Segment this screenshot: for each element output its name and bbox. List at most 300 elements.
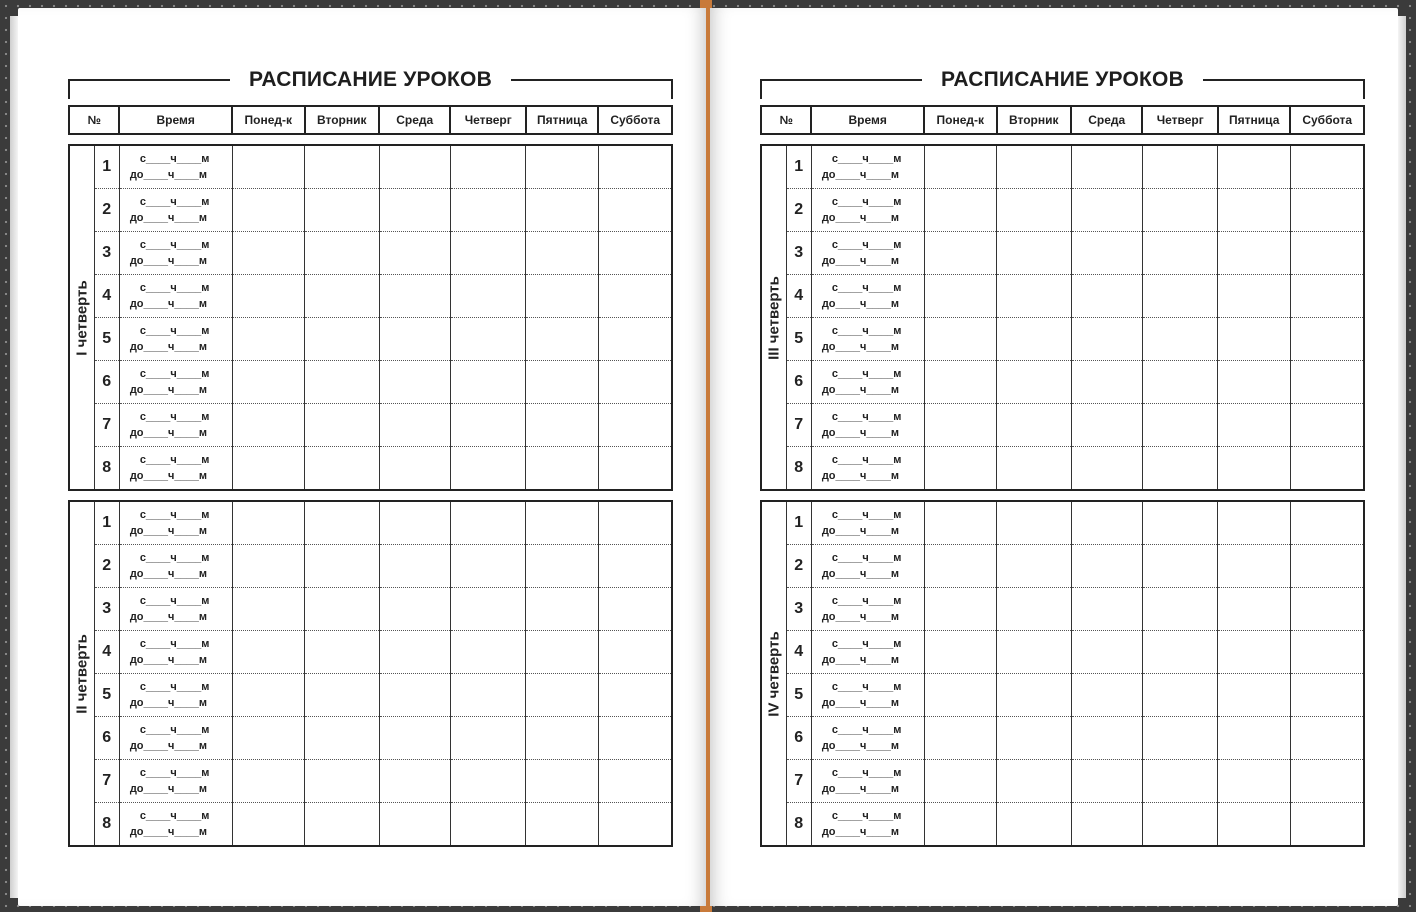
time-to: до____ч____м bbox=[129, 525, 207, 537]
day-cell[interactable] bbox=[450, 760, 526, 803]
day-cell[interactable] bbox=[1218, 717, 1290, 760]
quarter-label: II четверть bbox=[73, 633, 91, 714]
day-cell[interactable] bbox=[526, 275, 598, 318]
day-cell[interactable] bbox=[1290, 803, 1364, 847]
lesson-number: 8 bbox=[786, 447, 811, 491]
day-cell[interactable] bbox=[1142, 275, 1218, 318]
day-cell[interactable] bbox=[305, 361, 379, 404]
lesson-number: 7 bbox=[786, 760, 811, 803]
day-cell[interactable] bbox=[1218, 447, 1290, 491]
time-to: до____ч____м bbox=[129, 384, 207, 396]
day-cell[interactable] bbox=[1290, 404, 1364, 447]
day-cell[interactable] bbox=[232, 545, 304, 588]
day-cell[interactable] bbox=[1290, 760, 1364, 803]
lesson-time-cell[interactable] bbox=[811, 588, 924, 631]
lesson-row bbox=[761, 717, 1364, 760]
day-cell[interactable] bbox=[450, 717, 526, 760]
lesson-time-cell[interactable] bbox=[119, 803, 232, 847]
time-from: с____ч____м bbox=[139, 810, 210, 822]
quarter-grid bbox=[760, 144, 1365, 491]
day-cell[interactable] bbox=[997, 404, 1071, 447]
day-cell[interactable] bbox=[598, 318, 672, 361]
time-to: до____ч____м bbox=[129, 740, 207, 752]
day-cell[interactable] bbox=[450, 232, 526, 275]
day-cell[interactable] bbox=[598, 588, 672, 631]
day-cell[interactable] bbox=[379, 588, 450, 631]
day-cell[interactable] bbox=[924, 631, 996, 674]
day-cell[interactable] bbox=[1290, 717, 1364, 760]
day-cell[interactable] bbox=[598, 717, 672, 760]
day-cell[interactable] bbox=[450, 404, 526, 447]
time-to: до____ч____м bbox=[821, 740, 899, 752]
lesson-row bbox=[69, 588, 672, 631]
day-cell[interactable] bbox=[924, 447, 996, 491]
day-cell[interactable] bbox=[526, 588, 598, 631]
day-cell[interactable] bbox=[1218, 275, 1290, 318]
day-cell[interactable] bbox=[305, 674, 379, 717]
day-cell[interactable] bbox=[1142, 760, 1218, 803]
day-cell[interactable] bbox=[379, 803, 450, 847]
time-to: до____ч____м bbox=[821, 212, 899, 224]
day-cell[interactable] bbox=[1071, 318, 1142, 361]
day-cell[interactable] bbox=[450, 189, 526, 232]
day-cell[interactable] bbox=[450, 275, 526, 318]
header-day: Суббота bbox=[1290, 106, 1364, 134]
day-cell[interactable] bbox=[1071, 361, 1142, 404]
day-cell[interactable] bbox=[232, 318, 304, 361]
day-cell[interactable] bbox=[1071, 760, 1142, 803]
lesson-row bbox=[761, 275, 1364, 318]
day-cell[interactable] bbox=[1142, 404, 1218, 447]
day-cell[interactable] bbox=[232, 760, 304, 803]
day-cell[interactable] bbox=[598, 501, 672, 545]
day-cell[interactable] bbox=[1142, 674, 1218, 717]
lesson-time-cell[interactable] bbox=[811, 232, 924, 275]
header-number: № bbox=[761, 106, 811, 134]
day-cell[interactable] bbox=[526, 803, 598, 847]
day-cell[interactable] bbox=[305, 447, 379, 491]
day-cell[interactable] bbox=[997, 501, 1071, 545]
lesson-number: 2 bbox=[786, 545, 811, 588]
lesson-time-cell[interactable] bbox=[119, 189, 232, 232]
day-cell[interactable] bbox=[598, 189, 672, 232]
day-cell[interactable] bbox=[1142, 361, 1218, 404]
day-cell[interactable] bbox=[379, 275, 450, 318]
time-from: с____ч____м bbox=[831, 681, 902, 693]
time-to: до____ч____м bbox=[821, 654, 899, 666]
day-cell[interactable] bbox=[1218, 631, 1290, 674]
day-cell[interactable] bbox=[305, 501, 379, 545]
time-to: до____ч____м bbox=[821, 783, 899, 795]
day-cell[interactable] bbox=[379, 145, 450, 189]
day-cell[interactable] bbox=[450, 545, 526, 588]
day-cell[interactable] bbox=[379, 361, 450, 404]
header-number: № bbox=[69, 106, 119, 134]
day-cell[interactable] bbox=[1290, 275, 1364, 318]
day-cell[interactable] bbox=[526, 145, 598, 189]
day-cell[interactable] bbox=[924, 404, 996, 447]
schedule-header bbox=[760, 105, 1365, 135]
lesson-row bbox=[761, 631, 1364, 674]
day-cell[interactable] bbox=[232, 803, 304, 847]
day-cell[interactable] bbox=[598, 232, 672, 275]
time-to: до____ч____м bbox=[821, 697, 899, 709]
day-cell[interactable] bbox=[305, 275, 379, 318]
header-day: Вторник bbox=[997, 106, 1071, 134]
lesson-time-cell[interactable] bbox=[119, 232, 232, 275]
day-cell[interactable] bbox=[526, 318, 598, 361]
day-cell[interactable] bbox=[379, 404, 450, 447]
day-cell[interactable] bbox=[997, 189, 1071, 232]
day-cell[interactable] bbox=[526, 545, 598, 588]
day-cell[interactable] bbox=[450, 674, 526, 717]
lesson-row bbox=[69, 674, 672, 717]
lesson-row bbox=[69, 318, 672, 361]
lesson-time-cell[interactable] bbox=[119, 674, 232, 717]
day-cell[interactable] bbox=[1218, 674, 1290, 717]
day-cell[interactable] bbox=[997, 717, 1071, 760]
day-cell[interactable] bbox=[379, 717, 450, 760]
day-cell[interactable] bbox=[1142, 501, 1218, 545]
day-cell[interactable] bbox=[1071, 189, 1142, 232]
lesson-row bbox=[69, 545, 672, 588]
day-cell[interactable] bbox=[997, 447, 1071, 491]
day-cell[interactable] bbox=[1071, 501, 1142, 545]
day-cell[interactable] bbox=[526, 760, 598, 803]
lesson-row bbox=[761, 674, 1364, 717]
schedule-title-row bbox=[760, 68, 1365, 92]
day-cell[interactable] bbox=[997, 275, 1071, 318]
lesson-time-cell[interactable] bbox=[811, 803, 924, 847]
day-cell[interactable] bbox=[1290, 447, 1364, 491]
day-cell[interactable] bbox=[450, 145, 526, 189]
day-cell[interactable] bbox=[1290, 361, 1364, 404]
time-from: с____ч____м bbox=[139, 454, 210, 466]
day-cell[interactable] bbox=[232, 145, 304, 189]
day-cell[interactable] bbox=[1290, 501, 1364, 545]
day-cell[interactable] bbox=[450, 588, 526, 631]
day-cell[interactable] bbox=[598, 275, 672, 318]
day-cell[interactable] bbox=[305, 760, 379, 803]
time-from: с____ч____м bbox=[139, 368, 210, 380]
day-cell[interactable] bbox=[379, 501, 450, 545]
time-from: с____ч____м bbox=[831, 454, 902, 466]
day-cell[interactable] bbox=[526, 501, 598, 545]
day-cell[interactable] bbox=[232, 361, 304, 404]
day-cell[interactable] bbox=[997, 232, 1071, 275]
day-cell[interactable] bbox=[598, 760, 672, 803]
time-to: до____ч____м bbox=[129, 341, 207, 353]
day-cell[interactable] bbox=[305, 404, 379, 447]
lesson-time-cell[interactable] bbox=[811, 275, 924, 318]
day-cell[interactable] bbox=[1142, 803, 1218, 847]
lesson-time-cell[interactable] bbox=[119, 588, 232, 631]
day-cell[interactable] bbox=[526, 189, 598, 232]
day-cell[interactable] bbox=[997, 631, 1071, 674]
day-cell[interactable] bbox=[232, 501, 304, 545]
day-cell[interactable] bbox=[1218, 545, 1290, 588]
day-cell[interactable] bbox=[450, 318, 526, 361]
day-cell[interactable] bbox=[1218, 189, 1290, 232]
day-cell[interactable] bbox=[1218, 145, 1290, 189]
day-cell[interactable] bbox=[924, 760, 996, 803]
day-cell[interactable] bbox=[232, 631, 304, 674]
header-day: Вторник bbox=[305, 106, 379, 134]
lesson-time-cell[interactable] bbox=[811, 501, 924, 545]
lesson-number: 4 bbox=[786, 275, 811, 318]
day-cell[interactable] bbox=[1218, 760, 1290, 803]
day-cell[interactable] bbox=[305, 318, 379, 361]
time-to: до____ч____м bbox=[129, 169, 207, 181]
day-cell[interactable] bbox=[1142, 145, 1218, 189]
day-cell[interactable] bbox=[1071, 803, 1142, 847]
day-cell[interactable] bbox=[598, 545, 672, 588]
lesson-row bbox=[69, 760, 672, 803]
day-cell[interactable] bbox=[598, 803, 672, 847]
day-cell[interactable] bbox=[997, 361, 1071, 404]
day-cell[interactable] bbox=[232, 447, 304, 491]
day-cell[interactable] bbox=[924, 318, 996, 361]
day-cell[interactable] bbox=[232, 189, 304, 232]
lesson-time-cell[interactable] bbox=[119, 404, 232, 447]
day-cell[interactable] bbox=[924, 189, 996, 232]
day-cell[interactable] bbox=[924, 275, 996, 318]
day-cell[interactable] bbox=[924, 588, 996, 631]
day-cell[interactable] bbox=[1290, 189, 1364, 232]
day-cell[interactable] bbox=[305, 545, 379, 588]
day-cell[interactable] bbox=[1290, 588, 1364, 631]
day-cell[interactable] bbox=[1071, 717, 1142, 760]
lesson-number: 7 bbox=[94, 404, 119, 447]
day-cell[interactable] bbox=[1071, 631, 1142, 674]
lesson-number: 6 bbox=[94, 717, 119, 760]
day-cell[interactable] bbox=[379, 189, 450, 232]
day-cell[interactable] bbox=[379, 631, 450, 674]
day-cell[interactable] bbox=[924, 145, 996, 189]
day-cell[interactable] bbox=[1290, 318, 1364, 361]
day-cell[interactable] bbox=[924, 361, 996, 404]
day-cell[interactable] bbox=[1071, 588, 1142, 631]
lesson-time-cell[interactable] bbox=[811, 760, 924, 803]
day-cell[interactable] bbox=[598, 447, 672, 491]
day-cell[interactable] bbox=[924, 545, 996, 588]
day-cell[interactable] bbox=[997, 318, 1071, 361]
day-cell[interactable] bbox=[1142, 447, 1218, 491]
time-from: с____ч____м bbox=[139, 509, 210, 521]
lesson-time-cell[interactable] bbox=[811, 145, 924, 189]
title-frame-right bbox=[1363, 79, 1365, 99]
day-cell[interactable] bbox=[997, 588, 1071, 631]
lesson-time-cell[interactable] bbox=[119, 501, 232, 545]
day-cell[interactable] bbox=[232, 275, 304, 318]
day-cell[interactable] bbox=[232, 232, 304, 275]
lesson-time-cell[interactable] bbox=[811, 447, 924, 491]
day-cell[interactable] bbox=[1290, 631, 1364, 674]
lesson-time-cell[interactable] bbox=[811, 674, 924, 717]
day-cell[interactable] bbox=[379, 318, 450, 361]
lesson-time-cell[interactable] bbox=[119, 631, 232, 674]
day-cell[interactable] bbox=[924, 674, 996, 717]
time-from: с____ч____м bbox=[831, 638, 902, 650]
quarter-grid bbox=[760, 500, 1365, 847]
day-cell[interactable] bbox=[1290, 545, 1364, 588]
time-from: с____ч____м bbox=[139, 153, 210, 165]
day-cell[interactable] bbox=[305, 717, 379, 760]
time-from: с____ч____м bbox=[831, 595, 902, 607]
lesson-time-cell[interactable] bbox=[119, 145, 232, 189]
lesson-row bbox=[761, 145, 1364, 189]
day-cell[interactable] bbox=[526, 404, 598, 447]
day-cell[interactable] bbox=[924, 232, 996, 275]
time-to: до____ч____м bbox=[821, 470, 899, 482]
day-cell[interactable] bbox=[1071, 447, 1142, 491]
header-time: Время bbox=[119, 106, 232, 134]
lesson-time-cell[interactable] bbox=[119, 318, 232, 361]
day-cell[interactable] bbox=[1142, 588, 1218, 631]
time-to: до____ч____м bbox=[129, 212, 207, 224]
day-cell[interactable] bbox=[1142, 232, 1218, 275]
day-cell[interactable] bbox=[450, 803, 526, 847]
day-cell[interactable] bbox=[232, 588, 304, 631]
lesson-time-cell[interactable] bbox=[119, 545, 232, 588]
day-cell[interactable] bbox=[526, 674, 598, 717]
day-cell[interactable] bbox=[232, 674, 304, 717]
lesson-time-cell[interactable] bbox=[811, 404, 924, 447]
lesson-number: 5 bbox=[94, 674, 119, 717]
lesson-time-cell[interactable] bbox=[119, 447, 232, 491]
day-cell[interactable] bbox=[1218, 318, 1290, 361]
quarter-grid bbox=[68, 144, 673, 491]
day-cell[interactable] bbox=[598, 145, 672, 189]
day-cell[interactable] bbox=[379, 232, 450, 275]
day-cell[interactable] bbox=[1218, 588, 1290, 631]
lesson-number: 6 bbox=[786, 717, 811, 760]
header-day: Пятница bbox=[1218, 106, 1290, 134]
day-cell[interactable] bbox=[232, 717, 304, 760]
lesson-time-cell[interactable] bbox=[811, 631, 924, 674]
lesson-time-cell[interactable] bbox=[811, 189, 924, 232]
day-cell[interactable] bbox=[305, 631, 379, 674]
day-cell[interactable] bbox=[450, 447, 526, 491]
lesson-time-cell[interactable] bbox=[811, 361, 924, 404]
day-cell[interactable] bbox=[1071, 275, 1142, 318]
lesson-row bbox=[69, 631, 672, 674]
day-cell[interactable] bbox=[305, 803, 379, 847]
day-cell[interactable] bbox=[1142, 717, 1218, 760]
time-to: до____ч____м bbox=[821, 169, 899, 181]
title-rule-left bbox=[68, 79, 230, 81]
day-cell[interactable] bbox=[1142, 631, 1218, 674]
day-cell[interactable] bbox=[997, 545, 1071, 588]
day-cell[interactable] bbox=[1142, 545, 1218, 588]
time-from: с____ч____м bbox=[139, 638, 210, 650]
lesson-row bbox=[69, 447, 672, 491]
lesson-time-cell[interactable] bbox=[119, 275, 232, 318]
day-cell[interactable] bbox=[450, 501, 526, 545]
day-cell[interactable] bbox=[1071, 232, 1142, 275]
header-time: Время bbox=[811, 106, 924, 134]
day-cell[interactable] bbox=[1218, 232, 1290, 275]
quarter-label-cell bbox=[69, 145, 94, 490]
day-cell[interactable] bbox=[232, 404, 304, 447]
day-cell[interactable] bbox=[1071, 545, 1142, 588]
day-cell[interactable] bbox=[997, 803, 1071, 847]
time-from: с____ч____м bbox=[831, 368, 902, 380]
day-cell[interactable] bbox=[1290, 674, 1364, 717]
lesson-time-cell[interactable] bbox=[811, 717, 924, 760]
day-cell[interactable] bbox=[305, 588, 379, 631]
time-from: с____ч____м bbox=[139, 595, 210, 607]
day-cell[interactable] bbox=[305, 189, 379, 232]
lesson-row bbox=[761, 501, 1364, 545]
lesson-time-cell[interactable] bbox=[119, 717, 232, 760]
day-cell[interactable] bbox=[526, 447, 598, 491]
day-cell[interactable] bbox=[379, 447, 450, 491]
day-cell[interactable] bbox=[379, 674, 450, 717]
day-cell[interactable] bbox=[379, 760, 450, 803]
time-to: до____ч____м bbox=[129, 611, 207, 623]
day-cell[interactable] bbox=[598, 404, 672, 447]
day-cell[interactable] bbox=[1142, 318, 1218, 361]
day-cell[interactable] bbox=[450, 631, 526, 674]
day-cell[interactable] bbox=[1071, 674, 1142, 717]
time-from: с____ч____м bbox=[831, 411, 902, 423]
day-cell[interactable] bbox=[924, 717, 996, 760]
day-cell[interactable] bbox=[1218, 404, 1290, 447]
day-cell[interactable] bbox=[924, 501, 996, 545]
day-cell[interactable] bbox=[598, 361, 672, 404]
time-from: с____ч____м bbox=[139, 767, 210, 779]
day-cell[interactable] bbox=[526, 717, 598, 760]
page-edge-left bbox=[10, 16, 18, 898]
day-cell[interactable] bbox=[997, 674, 1071, 717]
day-cell[interactable] bbox=[1218, 501, 1290, 545]
day-cell[interactable] bbox=[1071, 145, 1142, 189]
day-cell[interactable] bbox=[450, 361, 526, 404]
header-day: Четверг bbox=[1142, 106, 1218, 134]
day-cell[interactable] bbox=[598, 631, 672, 674]
day-cell[interactable] bbox=[526, 232, 598, 275]
day-cell[interactable] bbox=[598, 674, 672, 717]
day-cell[interactable] bbox=[924, 803, 996, 847]
header-day: Четверг bbox=[450, 106, 526, 134]
lesson-time-cell[interactable] bbox=[811, 318, 924, 361]
time-to: до____ч____м bbox=[821, 427, 899, 439]
day-cell[interactable] bbox=[526, 361, 598, 404]
day-cell[interactable] bbox=[1290, 232, 1364, 275]
day-cell[interactable] bbox=[305, 232, 379, 275]
day-cell[interactable] bbox=[379, 545, 450, 588]
lesson-time-cell[interactable] bbox=[119, 760, 232, 803]
lesson-time-cell[interactable] bbox=[119, 361, 232, 404]
time-from: с____ч____м bbox=[831, 767, 902, 779]
day-cell[interactable] bbox=[997, 760, 1071, 803]
schedule-title: РАСПИСАНИЕ УРОКОВ bbox=[249, 68, 492, 91]
lesson-number: 4 bbox=[94, 631, 119, 674]
day-cell[interactable] bbox=[1218, 803, 1290, 847]
schedule-title-row bbox=[68, 68, 673, 92]
day-cell[interactable] bbox=[526, 631, 598, 674]
day-cell[interactable] bbox=[1142, 189, 1218, 232]
lesson-time-cell[interactable] bbox=[811, 545, 924, 588]
lesson-number: 3 bbox=[94, 232, 119, 275]
day-cell[interactable] bbox=[1071, 404, 1142, 447]
day-cell[interactable] bbox=[997, 145, 1071, 189]
lesson-row bbox=[69, 404, 672, 447]
day-cell[interactable] bbox=[1218, 361, 1290, 404]
day-cell[interactable] bbox=[305, 145, 379, 189]
day-cell[interactable] bbox=[1290, 145, 1364, 189]
